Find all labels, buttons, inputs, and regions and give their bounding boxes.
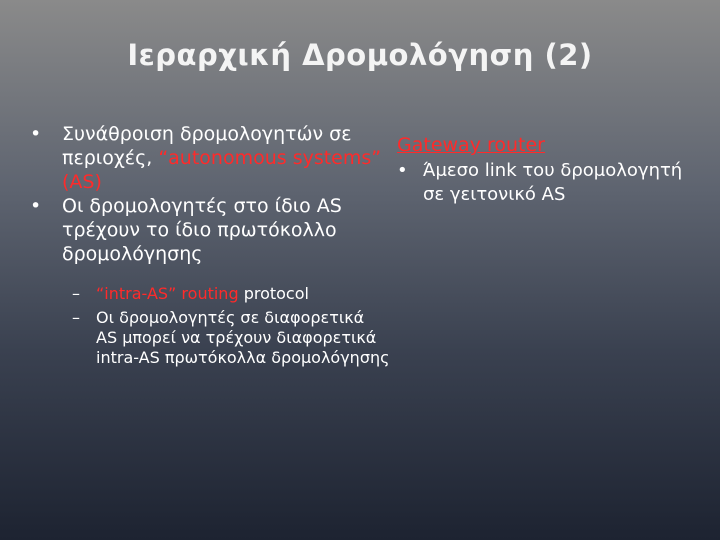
sub-bullet-intra-as (72, 284, 390, 304)
sub-bullet-text: protocol (238, 284, 309, 303)
bullet-same-protocol (30, 194, 390, 266)
right-column (397, 133, 697, 207)
dash-icon: – (72, 284, 80, 303)
bullet-text: Συνάθροιση δρομολογητών σε περιοχές, (62, 123, 352, 169)
sub-bullet-text: Οι δρομολογητές σε διαφορετικά AS μπορεί να τρέχουν διαφορετικά intra-AS πρωτόκολλα δρομολόγησης (96, 308, 390, 367)
gateway-router-heading: Gateway router (397, 134, 545, 156)
bullet-text: Οι δρομολογητές στο ίδιο AS τρέχουν το ίδιο πρωτόκολλο δρομολόγησης (62, 195, 342, 265)
sub-bullet-list (30, 284, 390, 368)
bullet-direct-link (397, 159, 697, 207)
bullet-dot-icon: • (30, 123, 42, 145)
bullet-dot-icon: • (397, 160, 408, 181)
bullet-text: Άμεσο link του δρομολογητή σε γειτονικό AS (423, 160, 683, 205)
slide-title: Ιεραρχική Δρομολόγηση (2) (127, 38, 593, 72)
bullet-dot-icon: • (30, 195, 42, 217)
bullet-highlight: “autonomous systems” (AS) (62, 147, 382, 193)
dash-icon: – (72, 308, 80, 327)
sub-bullet-different-as (72, 308, 390, 368)
bullet-autonomous-systems (30, 122, 390, 194)
left-column (30, 122, 390, 372)
sub-bullet-highlight: “intra-AS” routing (96, 284, 239, 303)
